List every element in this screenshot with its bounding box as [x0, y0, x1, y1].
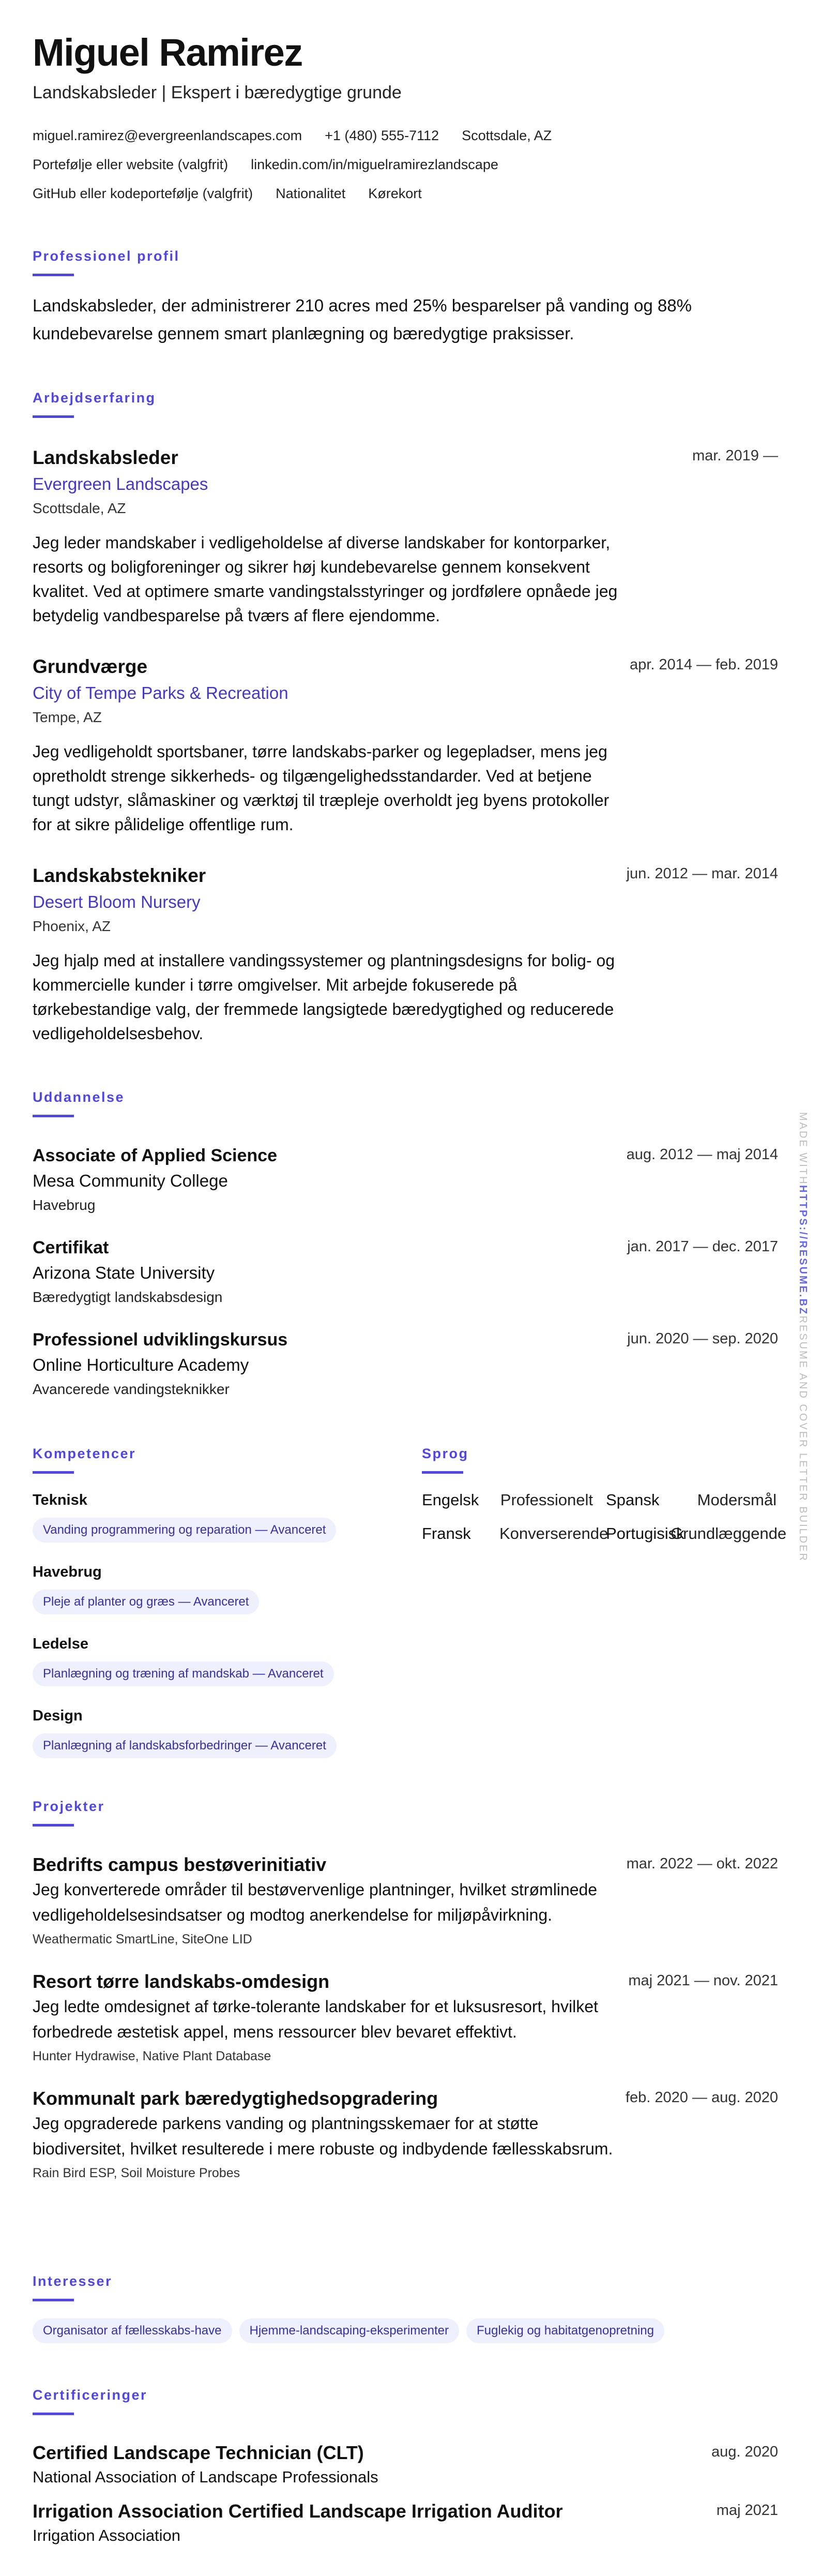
section-underline: [33, 1471, 74, 1474]
job-entry: [33, 862, 778, 1046]
field-of-study: Havebrug: [33, 1197, 96, 1213]
school: Mesa Community College: [33, 1171, 228, 1190]
job-entry: [33, 444, 778, 628]
email-link[interactable]: miguel.ramirez@evergreenlandscapes.com: [33, 128, 302, 143]
profile-summary: Landskabsleder, der administrerer 210 acres med 25% besparelser på vanding og 88% kundebevarelse gennem smart planlægning og bæredygtige praksisser.: [33, 296, 692, 343]
education-dates: aug. 2012 — maj 2014: [626, 1146, 778, 1163]
education-list: [33, 1143, 778, 1401]
skill-tag: Planlægning og træning af mandskab — Avanceret: [33, 1661, 334, 1686]
project-tools: Hunter Hydrawise, Native Plant Database: [33, 2049, 271, 2063]
skill-group: [33, 1562, 394, 1614]
certification-issuer: Irrigation Association: [33, 2526, 181, 2544]
project-tools: Weathermatic SmartLine, SiteOne LID: [33, 1932, 252, 1946]
field-of-study: Bæredygtigt landskabsdesign: [33, 1289, 223, 1305]
field-of-study: Avancerede vandingsteknikker: [33, 1381, 230, 1397]
builder-watermark: [797, 1112, 809, 1562]
section-underline: [33, 2413, 74, 2415]
education-entry: [33, 1235, 778, 1309]
projects-list: [33, 1852, 778, 2185]
company-name: Desert Bloom Nursery: [33, 892, 201, 911]
section-heading: Kompetencer: [33, 1446, 136, 1461]
certification-title: Irrigation Association Certified Landscape Irrigation Auditor: [33, 2500, 563, 2522]
skill-tag: Pleje af planter og græs — Avanceret: [33, 1590, 259, 1614]
project-dates: feb. 2020 — aug. 2020: [625, 2089, 778, 2106]
school: Arizona State University: [33, 1263, 215, 1282]
skills-section-header: [33, 1444, 136, 1474]
drivers-license: Kørekort: [368, 186, 422, 201]
language-name: Spansk: [606, 1491, 660, 1509]
watermark-prefix: MADE WITH: [797, 1112, 809, 1186]
job-dates: jun. 2012 — mar. 2014: [626, 865, 778, 882]
company-name: City of Tempe Parks & Recreation: [33, 683, 288, 702]
section-heading: Arbejdserfaring: [33, 390, 156, 406]
interests-list: [33, 2318, 778, 2343]
project-description: Jeg konverterede områder til bestøvervenlige plantninger, hvilket strømlinede vedligeholdelsesindsatser og modtog anerkendelse for miljøpåvirkning.: [33, 1880, 598, 1924]
education-dates: jun. 2020 — sep. 2020: [627, 1330, 778, 1347]
interests-section-header: [33, 2272, 778, 2301]
nationality: Nationalitet: [276, 186, 346, 201]
skill-tag: Planlægning af landskabsforbedringer — Avanceret: [33, 1733, 337, 1758]
contact-row: [33, 121, 778, 150]
candidate-headline: Landskabsleder | Ekspert i bæredygtige grunde: [33, 83, 402, 102]
section-heading: Uddannelse: [33, 1089, 125, 1105]
watermark-suffix: RESUME AND COVER LETTER BUILDER: [797, 1315, 809, 1562]
certification-date: aug. 2020: [711, 2444, 778, 2460]
skills-list: [33, 1490, 394, 1758]
language-level: Konverserende: [499, 1524, 609, 1542]
job-location: Phoenix, AZ: [33, 918, 111, 934]
section-underline: [33, 1824, 74, 1826]
skill-group: [33, 1705, 394, 1758]
job-location: Tempe, AZ: [33, 709, 102, 725]
project-dates: mar. 2022 — okt. 2022: [626, 1855, 778, 1872]
job-dates: mar. 2019 —: [692, 447, 778, 464]
portfolio-link[interactable]: Portefølje eller website (valgfrit): [33, 157, 229, 172]
section-underline: [33, 2299, 74, 2301]
project-title: Kommunalt park bæredygtighedsopgradering: [33, 2088, 438, 2109]
language-name: Fransk: [422, 1524, 471, 1542]
section-heading: Sprog: [422, 1446, 469, 1461]
section-heading: Professionel profil: [33, 248, 180, 264]
language-level: Professionelt: [500, 1491, 593, 1509]
profile-section-header: [33, 247, 778, 276]
degree: Professionel udviklingskursus: [33, 1330, 288, 1350]
skill-group: [33, 1490, 394, 1542]
education-entry: [33, 1327, 778, 1401]
project-dates: maj 2021 — nov. 2021: [628, 1972, 778, 1989]
languages-section-header: [422, 1444, 469, 1474]
certifications-section-header: [33, 2386, 778, 2415]
project-title: Bedrifts campus bestøverinitiativ: [33, 1854, 327, 1875]
section-underline: [422, 1471, 463, 1474]
resume-header: [33, 32, 778, 104]
school: Online Horticulture Academy: [33, 1355, 249, 1374]
section-underline: [33, 274, 74, 276]
skill-category: Design: [33, 1708, 83, 1724]
project-entry: [33, 1852, 778, 1951]
project-description: Jeg ledte omdesignet af tørke-tolerante landskaber for et luksusresort, hvilket forbedrede æstetisk appel, mens ressourcer blev bevaret effektivt.: [33, 1997, 598, 2041]
company-name: Evergreen Landscapes: [33, 474, 208, 493]
watermark-link[interactable]: HTTPS://RESUME.BZ: [797, 1185, 809, 1316]
experience-list: [33, 444, 778, 1046]
skill-group: [33, 1634, 394, 1686]
certification-entry: [33, 2498, 778, 2547]
skill-tag: Vanding programmering og reparation — Avanceret: [33, 1518, 336, 1542]
section-heading: Projekter: [33, 1799, 105, 1814]
degree: Certifikat: [33, 1238, 109, 1257]
section-underline: [33, 1115, 74, 1117]
job-dates: apr. 2014 — feb. 2019: [630, 656, 778, 673]
job-description: Jeg hjalp med at installere vandingssystemer og plantningsdesigns for bolig- og kommercielle kunder i tørre omgivelser. Mit arbejde fokuserede på tørkebestandige valg, der fremmede langsigtede bæredygtighed og reducerede vedligeholdelsesbehov.: [33, 951, 615, 1043]
language-level: Grundlæggende: [671, 1524, 787, 1542]
linkedin-link[interactable]: linkedin.com/in/miguelramirezlandscape: [251, 157, 498, 172]
contact-row: [33, 150, 778, 179]
interest-tag: Fuglekig og habitatgenopretning: [466, 2318, 664, 2343]
job-title: Grundværge: [33, 656, 148, 677]
education-dates: jan. 2017 — dec. 2017: [627, 1238, 778, 1255]
certification-entry: [33, 2440, 778, 2489]
job-description: Jeg vedligeholdt sportsbaner, tørre landskabs-parker og legepladser, mens jeg opretholdt strenge sikkerheds- og tilgængelighedsstandarder. Ved at betjene tungt udstyr, slåmaskiner og værktøj til træpleje overholdt jeg byens protokoller for at sikre pålidelige offentlige rum.: [33, 742, 610, 834]
interest-tag: Organisator af fællesskabs-have: [33, 2318, 232, 2343]
project-entry: [33, 2086, 778, 2185]
section-underline: [33, 415, 74, 418]
job-entry: [33, 653, 778, 837]
github-link[interactable]: GitHub eller kodeportefølje (valgfrit): [33, 186, 253, 201]
language-name: Portugisisk: [606, 1524, 685, 1542]
experience-section-header: [33, 388, 778, 418]
job-title: Landskabstekniker: [33, 865, 206, 886]
skill-category: Teknisk: [33, 1492, 87, 1508]
projects-section-header: [33, 1797, 778, 1826]
education-section-header: [33, 1088, 778, 1117]
languages-list: [422, 1490, 787, 1544]
education-entry: [33, 1143, 778, 1217]
section-heading: Certificeringer: [33, 2387, 148, 2403]
skill-category: Havebrug: [33, 1564, 102, 1580]
job-location: Scottsdale, AZ: [33, 500, 126, 516]
skill-category: Ledelse: [33, 1636, 88, 1652]
language-name: Engelsk: [422, 1491, 479, 1509]
project-entry: [33, 1969, 778, 2068]
project-description: Jeg opgraderede parkens vanding og plantningsskemaer for at støtte biodiversitet, hvilket resulterede i mere robuste og indbydende fællesskabsrum.: [33, 2114, 613, 2158]
certification-issuer: National Association of Landscape Professionals: [33, 2468, 378, 2486]
certification-title: Certified Landscape Technician (CLT): [33, 2442, 364, 2463]
contact-info: [33, 121, 778, 208]
job-title: Landskabsleder: [33, 447, 178, 468]
contact-row: [33, 179, 778, 208]
section-heading: Interesser: [33, 2273, 113, 2289]
certification-date: maj 2021: [716, 2502, 778, 2519]
degree: Associate of Applied Science: [33, 1146, 277, 1165]
interest-tag: Hjemme-landscaping-eksperimenter: [239, 2318, 460, 2343]
job-description: Jeg leder mandskaber i vedligeholdelse af diverse landskaber for kontorparker, resorts og boligforeninger og sikrer høj kundebevarelse gennem konsekvent kvalitet. Ved at optimere smarte vandingstalsstyringer og jordfølere opnåede jeg betydelig vandbesparelse på tværs af flere ejendomme.: [33, 533, 618, 625]
project-tools: Rain Bird ESP, Soil Moisture Probes: [33, 2166, 240, 2180]
phone-link[interactable]: +1 (480) 555-7112: [325, 128, 439, 143]
project-title: Resort tørre landskabs-omdesign: [33, 1971, 330, 1992]
location: Scottsdale, AZ: [462, 128, 552, 143]
certifications-list: [33, 2440, 778, 2547]
language-level: Modersmål: [697, 1491, 777, 1509]
candidate-name: Miguel Ramirez: [33, 31, 302, 74]
